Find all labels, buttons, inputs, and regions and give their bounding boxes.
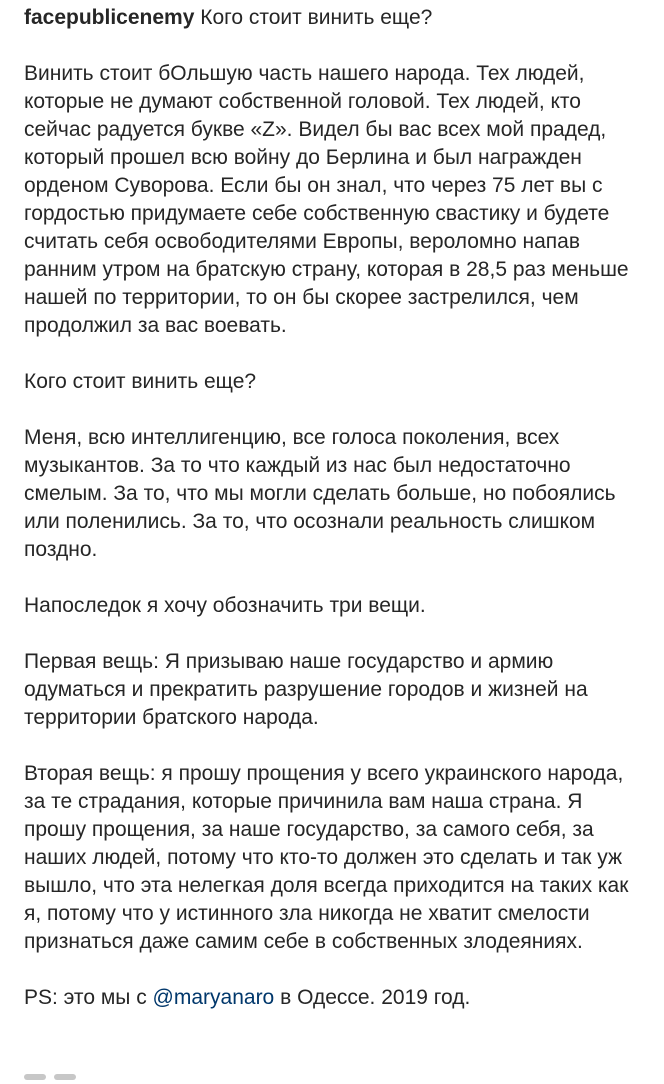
caption-first-line <box>24 4 648 32</box>
post-caption <box>24 4 648 1012</box>
paragraph-gap <box>24 32 648 60</box>
mention-link[interactable]: @maryanaro <box>152 986 275 1009</box>
paragraph-gap <box>24 956 648 984</box>
paragraph-second-thing: Вторая вещь: я прошу прощения у всего украинского народа, за те страдания, которые причинила вам наша страна. Я прошу прощения, за наше государство, за самого себя, за наших людей, потому что кто-то должен это сделать и так уж вышло, что эта нелегкая доля всегда приходится на таких как я, потому что у истинного зла никогда не хватит смелости признаться даже самим себе в собственных злодеяниях. <box>24 762 629 953</box>
cut-off-glyph <box>24 1074 46 1080</box>
paragraph-ps <box>24 984 648 1012</box>
cut-off-next-line <box>24 1074 114 1084</box>
ps-prefix: PS: это мы с <box>24 986 153 1009</box>
paragraph-gap <box>24 340 648 368</box>
paragraph-blame-self: Меня, всю интеллигенцию, все голоса поколения, всех музыкантов. За то что каждый из нас был недостаточно смелым. За то, что мы могли сделать больше, но побоялись или поленились. За то, что осознали реальность слишком поздно. <box>24 426 616 561</box>
paragraph-blame-people: Винить стоит бОльшую часть нашего народа. Тех людей, которые не думают собственной головой. Тех людей, кто сейчас радуется букве «Z». Видел бы вас всех мой прадед, который прошел всю войну до Берлина и был награжден орденом Суворова. Если бы он знал, что через 75 лет вы с гордостью придумаете себе собственную свастику и будете считать себя освободителями Европы, вероломно напав ранним утром на братскую страну, которая в 28,5 раз меньше нашей по территории, то он бы скорее застрелился, чем продолжил за вас воевать. <box>24 62 629 337</box>
paragraph-gap <box>24 396 648 424</box>
ps-suffix: в Одессе. 2019 год. <box>274 986 471 1009</box>
paragraph-gap <box>24 620 648 648</box>
cut-off-glyph <box>54 1074 76 1080</box>
paragraph-first-thing: Первая вещь: Я призываю наше государство и армию одуматься и прекратить разрушение городов и жизней на территории братского народа. <box>24 650 588 729</box>
paragraph-question: Кого стоит винить еще? <box>24 370 257 393</box>
paragraph-three-things: Напоследок я хочу обозначить три вещи. <box>24 594 426 617</box>
paragraph-gap <box>24 732 648 760</box>
username-link[interactable]: facepublicenemy <box>24 6 195 29</box>
paragraph-gap <box>24 564 648 592</box>
caption-first-line-text: Кого стоит винить еще? <box>194 6 433 29</box>
